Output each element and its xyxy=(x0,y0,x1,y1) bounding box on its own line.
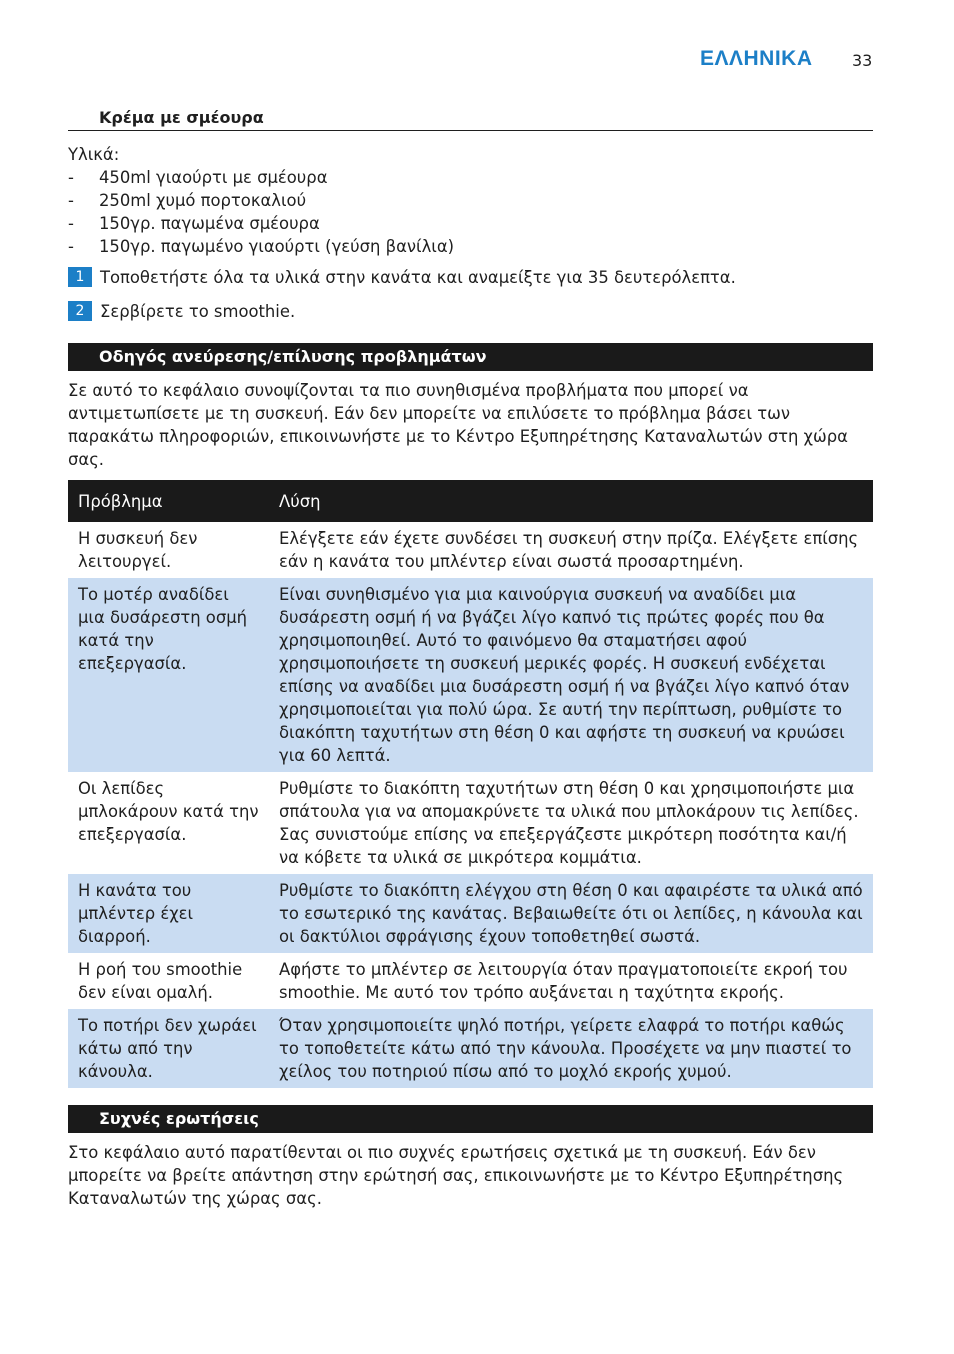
table-row xyxy=(68,1009,873,1088)
list-item: - 150γρ. παγωμένα σμέουρα xyxy=(68,214,320,233)
solution-cell: Αφήστε το μπλέντερ σε λειτουργία όταν πραγματοποιείτε εκροή του smoothie. Με αυτό τον τρόπο αυξάνεται η ταχύτητα εκροής. xyxy=(279,960,848,1002)
table-header-row xyxy=(68,480,873,522)
solution-cell: Όταν χρησιμοποιείτε ψηλό ποτήρι, γείρετε ελαφρά το ποτήρι καθώς το τοποθετείτε κάτω από την κάνουλα. Προσέχετε να μην πιαστεί το χείλος του ποτηριού πίσω από το μοχλό εκροής χυμού. xyxy=(269,1009,873,1088)
recipe-title xyxy=(68,107,873,131)
table-row xyxy=(68,874,873,953)
ingredients-block xyxy=(68,143,873,258)
solution-cell: Ρυθμίστε το διακόπτη ελέγχου στη θέση 0 και αφαιρέστε τα υλικά από το εσωτερικό της κανάτας. Βεβαιωθείτε ότι οι λεπίδες, η κάνουλα και οι δακτύλιοι σφράγισης έχουν τοποθετηθεί σωστά. xyxy=(269,874,873,953)
solution-cell: Ρυθμίστε το διακόπτη ταχυτήτων στη θέση 0 και χρησιμοποιήστε μια σπάτουλα για να απομακρύνετε τα υλικά που μπλοκάρουν τις λεπίδες. Σας συνιστούμε επίσης να επεξεργάζεστε μικρότερη ποσότητα και/ή να κόβετε τα υλικά σε μικρότερα κομμάτια. xyxy=(279,779,859,867)
step-number-badge: 2 xyxy=(68,301,92,321)
page-number: 33 xyxy=(852,51,873,70)
problem-cell: Η ροή του smoothie δεν είναι ομαλή. xyxy=(78,960,243,1002)
list-item: - 450ml γιαούρτι με σμέουρα xyxy=(68,168,328,187)
step-number-badge: 1 xyxy=(68,267,92,287)
faq-title: Συχνές ερωτήσεις xyxy=(99,1109,259,1128)
table-row xyxy=(68,522,873,578)
table-row xyxy=(68,953,873,1009)
problem-cell: Το μοτέρ αναδίδει μια δυσάρεστη οσμή κατά την επεξεργασία. xyxy=(68,578,269,772)
ingredients-label: Υλικά: xyxy=(68,145,120,164)
solution-cell: Ελέγξετε εάν έχετε συνδέσει τη συσκευή στην πρίζα. Ελέγξετε επίσης εάν η κανάτα του μπλέντερ είναι σωστά προσαρτημένη. xyxy=(279,529,859,571)
list-item: - 250ml χυμό πορτοκαλιού xyxy=(68,191,307,210)
problem-cell: Το ποτήρι δεν χωράει κάτω από την κάνουλα. xyxy=(68,1009,269,1088)
recipe-title-text: Κρέμα με σμέουρα xyxy=(99,108,264,127)
list-item: - 150γρ. παγωμένο γιαούρτι (γεύση βανίλια) xyxy=(68,237,455,256)
ingredients-list xyxy=(68,166,873,258)
problem-cell: Οι λεπίδες μπλοκάρουν κατά την επεξεργασία. xyxy=(78,779,259,844)
table-row xyxy=(68,772,873,874)
column-header-solution: Λύση xyxy=(269,480,873,522)
table-row xyxy=(68,578,873,772)
troubleshooting-title: Οδηγός ανεύρεσης/επίλυσης προβλημάτων xyxy=(99,347,487,366)
recipe-step xyxy=(68,300,873,323)
troubleshooting-table xyxy=(68,480,873,1088)
step-text: Τοποθετήστε όλα τα υλικά στην κανάτα και αναμείξτε για 35 δευτερόλεπτα. xyxy=(100,268,736,287)
solution-cell: Είναι συνηθισμένο για μια καινούργια συσκευή να αναδίδει μια δυσάρεστη οσμή ή να βγάζει λίγο καπνό τις πρώτες φορές που θα χρησιμοποιηθεί. Αυτό το φαινόμενο θα σταματήσει αφού χρησιμοποιήσετε τη συσκευή μερικές φορές. Η συσκευή ενδέχεται επίσης να αναδίδει μια δυσάρεστη οσμή ή να βγάζει λίγο καπνό όταν χρησιμοποιείται για πολύ ώρα. Σε αυτή την περίπτωση, ρυθμίστε το διακόπτη ταχυτήτων στη θέση 0 και αφήστε τη συσκευή να κρυώσει για 60 λεπτά. xyxy=(269,578,873,772)
problem-cell: Η κανάτα του μπλέντερ έχει διαρροή. xyxy=(68,874,269,953)
language-label: ΕΛΛΗΝΙΚΑ xyxy=(700,47,813,70)
troubleshooting-heading xyxy=(68,343,873,371)
recipe-step xyxy=(68,266,873,289)
problem-cell: Η συσκευή δεν λειτουργεί. xyxy=(78,529,198,571)
faq-intro: Στο κεφάλαιο αυτό παρατίθενται οι πιο συχνές ερωτήσεις σχετικά με τη συσκευή. Εάν δεν μπορείτε να βρείτε απάντηση στην ερώτησή σας, επικοινωνήστε με το Κέντρο Εξυπηρέτησης Καταναλωτών της χώρας σας. xyxy=(68,1143,844,1208)
faq-heading xyxy=(68,1105,873,1133)
step-text: Σερβίρετε το smoothie. xyxy=(100,302,296,321)
column-header-problem: Πρόβλημα xyxy=(68,480,269,522)
troubleshooting-intro: Σε αυτό το κεφάλαιο συνοψίζονται τα πιο συνηθισμένα προβλήματα που μπορεί να αντιμετωπίσετε με τη συσκευή. Εάν δεν μπορείτε να επιλύσετε το πρόβλημα βάσει των παρακάτω πληροφοριών, επικοινωνήστε με το Κέντρο Εξυπηρέτησης Καταναλωτών στη χώρα σας. xyxy=(68,381,848,469)
